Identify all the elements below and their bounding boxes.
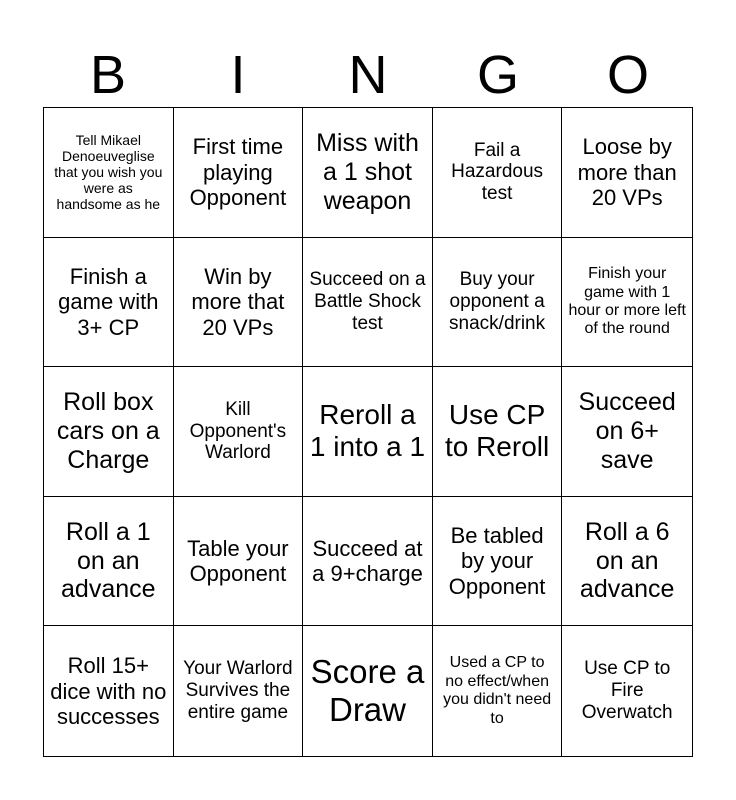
header-letter-n: N — [348, 45, 388, 105]
cell-text: Roll 15+ dice with no successes — [50, 653, 167, 729]
cell-text: Score a Draw — [310, 653, 425, 729]
bingo-cell[interactable] — [174, 497, 304, 627]
bingo-cell[interactable] — [303, 108, 433, 238]
bingo-cell[interactable] — [562, 626, 692, 756]
bingo-cell[interactable] — [303, 367, 433, 497]
cell-text: Use CP to Fire Overwatch — [581, 658, 673, 724]
cell-text: Finish your game with 1 hour or more left of the round — [568, 265, 686, 338]
cell-text: Roll a 6 on an advance — [579, 517, 675, 604]
bingo-cell[interactable] — [303, 238, 433, 368]
bingo-cell[interactable] — [44, 367, 174, 497]
bingo-cell[interactable] — [562, 497, 692, 627]
cell-text: Miss with a 1 shot weapon — [316, 129, 419, 215]
header-letter-o: O — [606, 45, 649, 105]
cell-text: Used a CP to no effect/when you didn't need to — [443, 654, 552, 727]
bingo-cell[interactable] — [44, 238, 174, 368]
cell-text: Succeed on a Battle Shock test — [309, 269, 426, 334]
cell-text: Table your Opponent — [187, 535, 289, 587]
bingo-cell[interactable] — [562, 108, 692, 238]
cell-text: Roll a 1 on an advance — [61, 517, 156, 604]
bingo-cell[interactable] — [174, 238, 304, 368]
bingo-cell[interactable] — [433, 108, 563, 238]
bingo-cell[interactable] — [562, 367, 692, 497]
bingo-cell[interactable] — [303, 626, 433, 756]
cell-text: Be tabled by your Opponent — [448, 523, 546, 599]
cell-text: Kill Opponent's Warlord — [189, 398, 287, 464]
bingo-cell[interactable] — [433, 626, 563, 756]
cell-text: Tell Mikael Denoeuveglise that you wish you were as handsome as he — [54, 132, 163, 213]
bingo-cell[interactable] — [44, 626, 174, 756]
bingo-cell[interactable] — [433, 367, 563, 497]
bingo-cell[interactable] — [174, 626, 304, 756]
cell-text: Use CP to Reroll — [444, 399, 550, 463]
bingo-cell[interactable] — [174, 367, 304, 497]
cell-text: Win by more that 20 VPs — [191, 263, 285, 340]
bingo-cell[interactable] — [433, 497, 563, 627]
bingo-header — [43, 40, 693, 108]
bingo-cell[interactable] — [44, 108, 174, 238]
cell-text: First time playing Opponent — [189, 134, 287, 210]
cell-text: Roll box cars on a Charge — [56, 388, 160, 474]
bingo-cell[interactable] — [562, 238, 692, 368]
header-letter-i: I — [230, 45, 246, 105]
bingo-board — [43, 107, 693, 757]
bingo-cell[interactable] — [174, 108, 304, 238]
cell-text: Succeed at a 9+charge — [312, 535, 423, 587]
bingo-cell[interactable] — [44, 497, 174, 627]
cell-text: Finish a game with 3+ CP — [58, 263, 159, 340]
cell-text: Fail a Hazardous test — [451, 139, 544, 205]
bingo-cell[interactable] — [433, 238, 563, 368]
cell-text: Your Warlord Survives the entire game — [183, 658, 293, 724]
cell-text: Succeed on 6+ save — [578, 388, 676, 474]
cell-text: Reroll a 1 into a 1 — [309, 399, 426, 463]
bingo-cell[interactable] — [303, 497, 433, 627]
cell-text: Buy your opponent a snack/drink — [449, 269, 546, 334]
cell-text: Loose by more than 20 VPs — [577, 134, 677, 210]
header-letter-g: G — [476, 45, 519, 105]
header-letter-b: B — [89, 45, 127, 105]
